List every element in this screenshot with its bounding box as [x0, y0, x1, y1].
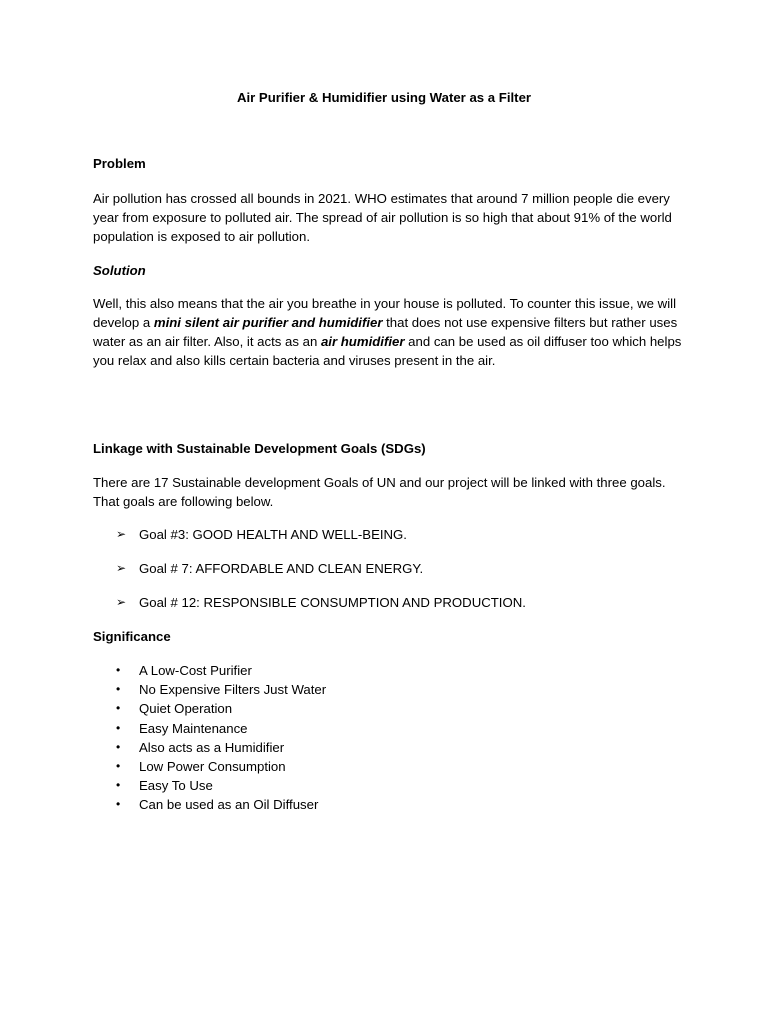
- solution-heading: Solution: [93, 263, 146, 278]
- list-item: [116, 699, 326, 718]
- problem-paragraph: [93, 189, 683, 246]
- problem-text: Air pollution has crossed all bounds in 2021. WHO estimates that around 7 million people die every year from exposure to polluted air. The spread of air pollution is so high that about 91% of the world population is exposed to air pollution.: [93, 191, 672, 244]
- goal-item: [116, 559, 676, 578]
- solution-text: [93, 294, 683, 370]
- list-item-text: Can be used as an Oil Diffuser: [139, 797, 319, 813]
- bullet-dot-icon: •: [116, 778, 121, 793]
- bullet-dot-icon: •: [116, 797, 121, 812]
- problem-heading: Problem: [93, 156, 146, 171]
- solution-text-part-2: that does not use expensive filters but rather uses water as an air filter. Also, it acts as an: [93, 315, 678, 349]
- solution-emphasis-purifier: mini silent air purifier and humidifier: [153, 315, 383, 330]
- goal-text: Goal # 12: RESPONSIBLE CONSUMPTION AND PRODUCTION.: [139, 595, 526, 610]
- goal-item: [116, 525, 676, 544]
- list-item-text: A Low-Cost Purifier: [139, 663, 252, 679]
- bullet-dot-icon: •: [116, 759, 121, 774]
- list-item-text: No Expensive Filters Just Water: [139, 682, 327, 698]
- bullet-dot-icon: •: [116, 701, 121, 716]
- list-item: [116, 719, 326, 738]
- arrow-bullet-icon: ➢: [116, 561, 127, 575]
- bullet-dot-icon: •: [116, 663, 121, 678]
- list-item-text: Low Power Consumption: [139, 759, 286, 775]
- solution-emphasis-humidifier: air humidifier: [320, 334, 405, 349]
- goal-text: Goal # 7: AFFORDABLE AND CLEAN ENERGY.: [139, 561, 424, 576]
- solution-text-part-3: and can be used as oil diffuser too which helps you relax and also kills certain bacteria and viruses present in the air.: [93, 334, 682, 368]
- goal-item: [116, 593, 676, 612]
- list-item-text: Quiet Operation: [139, 701, 233, 717]
- bullet-dot-icon: •: [116, 739, 121, 754]
- list-item-text: Easy Maintenance: [139, 720, 248, 736]
- document-title: Air Purifier & Humidifier using Water as a Filter: [236, 90, 532, 105]
- list-item-text: Easy To Use: [139, 778, 213, 794]
- list-item: [116, 680, 326, 699]
- solution-text-part-1: Well, this also means that the air you breathe in your house is polluted. To counter this issue, we will develop a: [93, 296, 676, 330]
- sdg-intro-paragraph: [93, 473, 683, 511]
- bullet-dot-icon: •: [116, 720, 121, 735]
- sdg-heading: Linkage with Sustainable Development Goals (SDGs): [93, 441, 426, 456]
- significance-heading: Significance: [93, 629, 171, 644]
- arrow-bullet-icon: ➢: [116, 527, 127, 541]
- list-item: [116, 757, 326, 776]
- significance-list: [116, 661, 326, 815]
- solution-paragraph: [93, 294, 683, 370]
- list-item: [116, 776, 326, 795]
- goal-text: Goal #3: GOOD HEALTH AND WELL-BEING.: [139, 527, 407, 542]
- list-item: [116, 795, 326, 814]
- bullet-dot-icon: •: [116, 682, 121, 697]
- list-item: [116, 738, 326, 757]
- list-item-text: Also acts as a Humidifier: [139, 739, 285, 755]
- list-item: [116, 661, 326, 680]
- sdg-intro-text: There are 17 Sustainable development Goals of UN and our project will be linked with three goals. That goals are following below.: [93, 475, 666, 509]
- arrow-bullet-icon: ➢: [116, 595, 127, 609]
